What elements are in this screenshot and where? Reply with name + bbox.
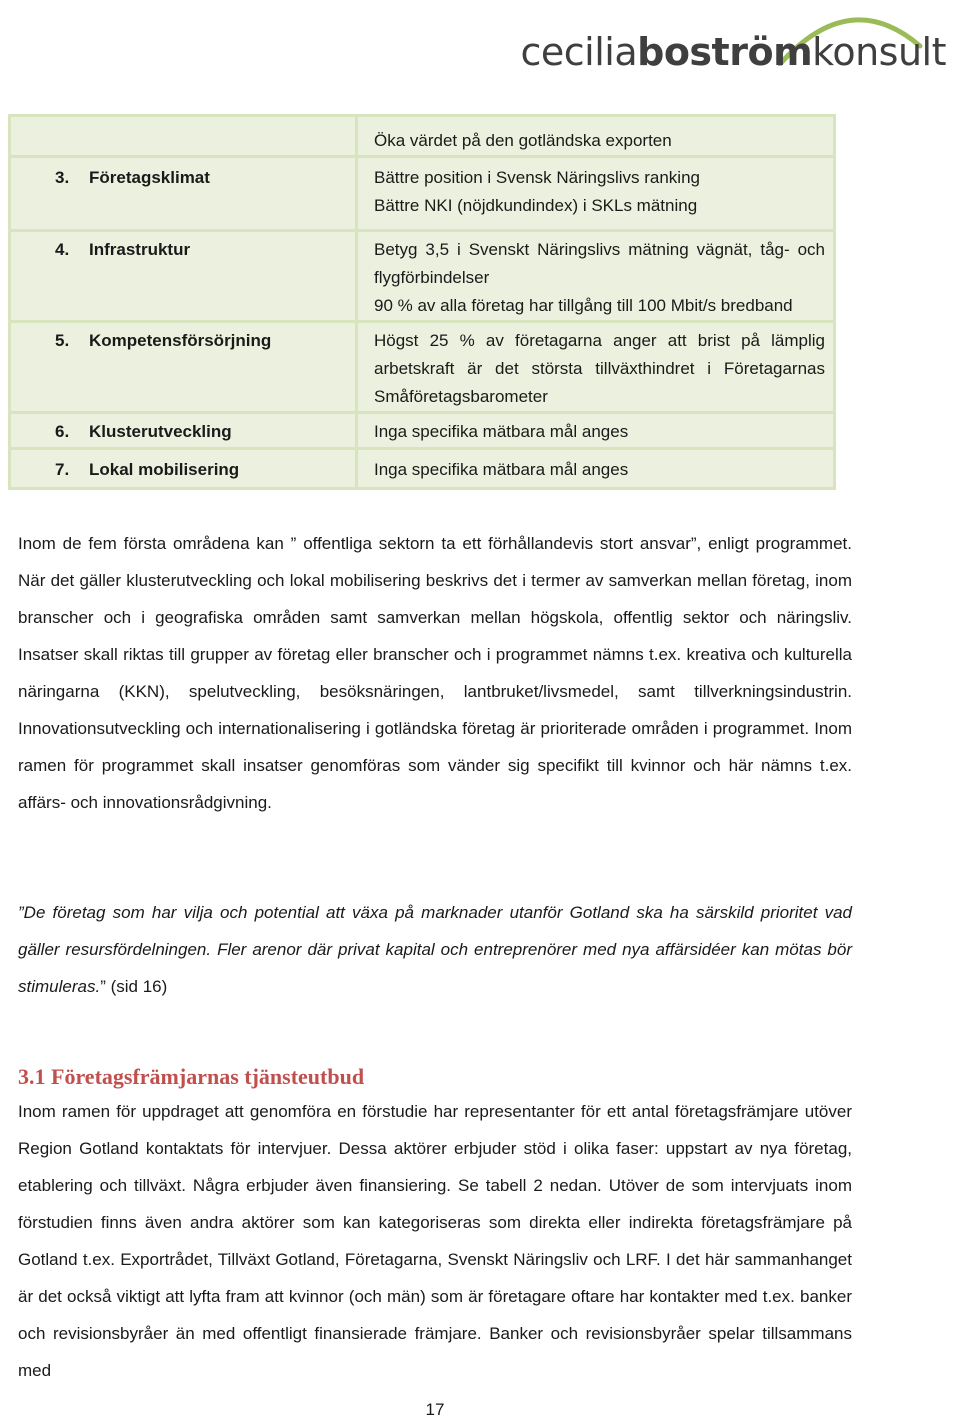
goal-area-cell [10, 322, 357, 413]
goal-targets-cell [357, 116, 835, 157]
goal-area-label: Kompetensförsörjning [89, 331, 272, 350]
goal-area-label: Lokal mobilisering [89, 460, 240, 479]
goal-area-cell [10, 231, 357, 322]
goal-target-text: Bättre position i Svensk Näringslivs ranking [374, 168, 700, 187]
goal-area-number: 7. [55, 460, 70, 479]
quote-paragraph [18, 894, 852, 1005]
goal-area-label: Klusterutveckling [89, 422, 232, 441]
quote-text: ”De företag som har vilja och potential att växa på marknader utanför Gotland ska ha särskild prioritet vad gäller resursfördelningen. Fler arenor där privat kapital och entreprenörer med nya affärsidéer kan mötas bör stimuleras. [18, 903, 852, 996]
goals-table-row [10, 116, 835, 157]
goal-area-cell [10, 157, 357, 231]
goal-area-cell [10, 413, 357, 449]
page-number: 17 [425, 1400, 445, 1419]
goal-target-text: Bättre NKI (nöjdkundindex) i SKLs mätning [374, 196, 698, 215]
goal-target-text: Betyg 3,5 i Svenskt Näringslivs mätning vägnät, tåg- och flygförbindelser [374, 240, 825, 287]
goals-table-row [10, 231, 835, 322]
goals-table-row [10, 322, 835, 413]
goal-area-cell [10, 449, 357, 489]
goals-table-row [10, 449, 835, 489]
goal-area-number: 4. [55, 240, 70, 259]
company-logo [521, 30, 947, 74]
section-heading: 3.1 Företagsfrämjarnas tjänsteutbud [18, 1064, 365, 1089]
goal-targets-cell [357, 413, 835, 449]
quote-reference: ” (sid 16) [100, 977, 168, 996]
goal-target-text: Högst 25 % av företagarna anger att brist på lämplig arbetskraft är det största tillväxthindret i Företagarnas Småföretagsbarometer [374, 331, 825, 406]
goal-targets-cell [357, 449, 835, 489]
goal-area-number: 6. [55, 422, 70, 441]
logo-text-1: cecilia [520, 30, 638, 74]
goal-targets-cell [357, 157, 835, 231]
logo-text-2: boström [637, 30, 813, 74]
goals-table-row [10, 157, 835, 231]
goal-target-text: Inga specifika mätbara mål anges [374, 460, 629, 479]
body-paragraph-2: Inom ramen för uppdraget att genomföra en förstudie har representanter för ett antal företagsfrämjare utöver Region Gotland kontaktats för intervjuer. Dessa aktörer erbjuder stöd i olika faser: uppstart av nya företag, etablering och tillväxt. Några erbjuder även finansiering. Se tabell 2 nedan. Utöver de som intervjuats inom förstudien finns även andra aktörer som kan kategoriseras som direkta eller indirekta företagsfrämjare på Gotland t.ex. Exportrådet, Tillväxt Gotland, Företagarna, Svenskt Näringsliv och LRF. I det här sammanhanget är det också viktigt att lyfta fram att kvinnor (och män) som är företagare oftare har kontakter med t.ex. banker och revisionsbyråer än med offentligt finansierade främjare. Banker och revisionsbyråer spelar tillsammans med [18, 1102, 852, 1380]
goal-targets-cell [357, 322, 835, 413]
goal-area-number: 3. [55, 168, 70, 187]
logo-text-3: konsult [812, 30, 946, 74]
goal-target-text: 90 % av alla företag har tillgång till 100 Mbit/s bredband [374, 296, 793, 315]
goals-table [8, 114, 836, 490]
goal-targets-cell [357, 231, 835, 322]
goal-area-number: 5. [55, 331, 70, 350]
goal-target-text: Öka värdet på den gotländska exporten [374, 131, 672, 150]
goal-target-text: Inga specifika mätbara mål anges [374, 422, 629, 441]
goal-area-cell [10, 116, 357, 157]
goals-table-row [10, 413, 835, 449]
goal-area-label: Företagsklimat [89, 168, 210, 187]
goal-area-label: Infrastruktur [89, 240, 191, 259]
body-paragraph-1: Inom de fem första områdena kan ” offentliga sektorn ta ett förhållandevis stort ansvar”, enligt programmet. När det gäller klusterutveckling och lokal mobilisering beskrivs det i termer av samverkan mellan företag, inom branscher och i geografiska områden samt samverkan mellan högskola, offentlig sektor och näringsliv. Insatser skall riktas till grupper av företag eller branscher och i programmet nämns t.ex. kreativa och kulturella näringarna (KKN), spelutveckling, besöksnäringen, lantbruket/livsmedel, samt tillverkningsindustrin. Innovationsutveckling och internationalisering i gotländska företag är prioriterade områden i programmet. Inom ramen för programmet skall insatser genomföras som vänder sig specifikt till kvinnor och här nämns t.ex. affärs- och innovationsrådgivning. [18, 534, 852, 812]
